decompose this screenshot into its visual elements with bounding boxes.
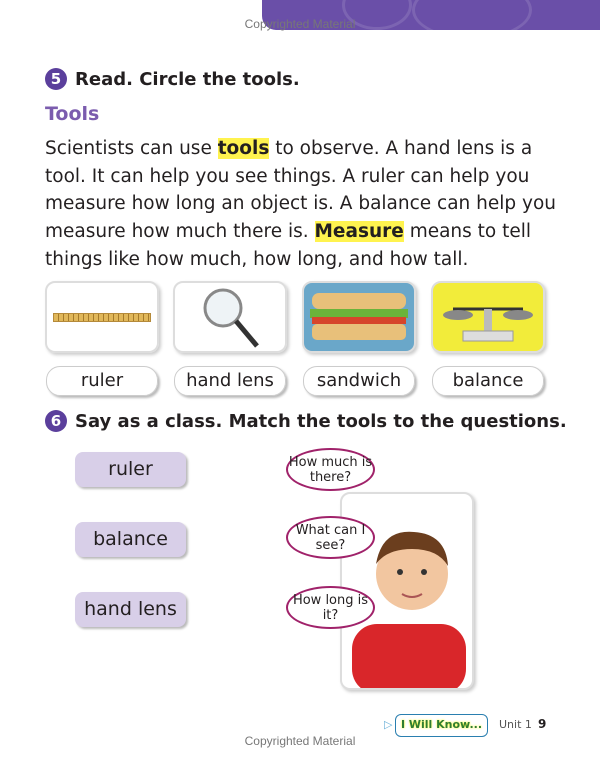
page-number: 9 bbox=[538, 717, 547, 731]
reading-paragraph bbox=[45, 135, 565, 274]
arrow-icon: ▷ bbox=[384, 718, 393, 731]
instruction: Read. Circle the tools. bbox=[75, 68, 300, 90]
section-5-heading bbox=[45, 68, 300, 90]
text: Scientists can use bbox=[45, 138, 218, 159]
tool-ruler[interactable]: ruler bbox=[75, 452, 186, 487]
question-bubble-how-long[interactable]: How long is it? bbox=[286, 586, 375, 629]
unit-label: Unit 1 bbox=[499, 718, 532, 731]
highlight-tools: tools bbox=[217, 138, 270, 159]
balance-picture[interactable] bbox=[431, 281, 545, 353]
question-bubble-what-see[interactable]: What can I see? bbox=[286, 516, 375, 559]
watermark-bottom: Copyrighted Material bbox=[244, 734, 356, 748]
i-will-know-button[interactable]: I Will Know... bbox=[395, 714, 488, 737]
text: means to tell things like how much, how long, and how tall. bbox=[45, 221, 532, 270]
magnifier-icon bbox=[195, 284, 265, 350]
label-ruler[interactable]: ruler bbox=[46, 366, 158, 396]
ruler-picture[interactable] bbox=[45, 281, 159, 353]
sandwich-picture[interactable] bbox=[302, 281, 416, 353]
label-balance[interactable]: balance bbox=[432, 366, 544, 396]
balance-scale-icon bbox=[438, 287, 538, 347]
question-bubble-how-much[interactable]: How much is there? bbox=[286, 448, 375, 491]
label-sandwich[interactable]: sandwich bbox=[303, 366, 415, 396]
watermark-top: Copyrighted Material bbox=[244, 17, 356, 31]
section-number: 5 bbox=[45, 68, 67, 90]
label-hand-lens[interactable]: hand lens bbox=[174, 366, 286, 396]
tool-balance[interactable]: balance bbox=[75, 522, 186, 557]
section-title: Tools bbox=[45, 103, 100, 125]
sandwich-icon bbox=[304, 283, 414, 351]
section-number: 6 bbox=[45, 410, 67, 432]
tool-hand-lens[interactable]: hand lens bbox=[75, 592, 186, 627]
ruler-icon bbox=[53, 313, 151, 322]
instruction: Say as a class. Match the tools to the questions. bbox=[75, 410, 567, 432]
section-6-heading bbox=[45, 410, 567, 432]
text: to observe. A hand lens is a tool. It can help you see things. A ruler can help you measure how long an object is. A balance can help you measure how much there is. bbox=[45, 138, 557, 243]
hand-lens-picture[interactable] bbox=[173, 281, 287, 353]
highlight-measure: Measure bbox=[314, 221, 404, 243]
